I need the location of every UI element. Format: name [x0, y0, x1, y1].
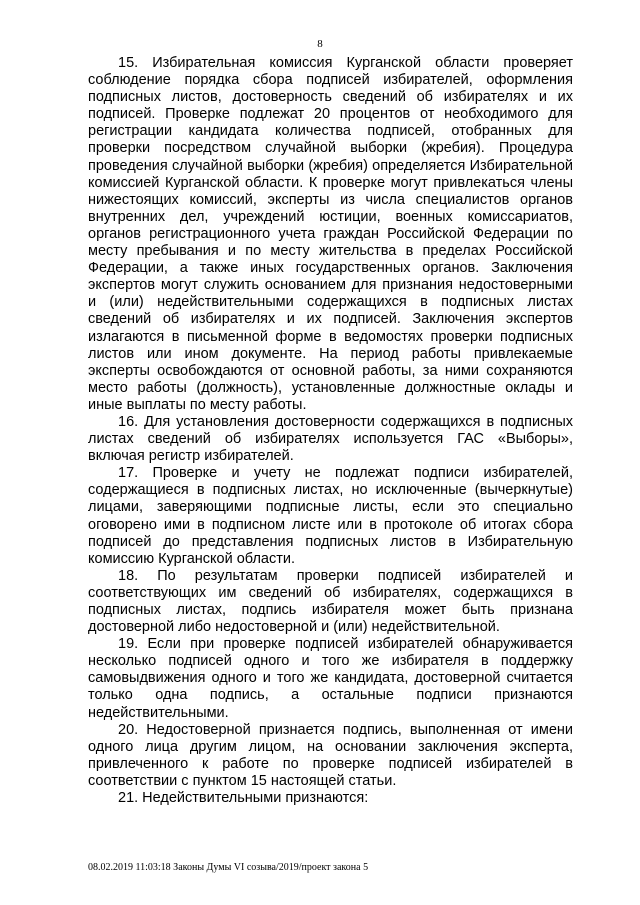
paragraph-19: 19. Если при проверке подписей избирателей обнаруживается несколько подписей одного и того же избирателя в поддержку самовыдвижения одного и того же кандидата, достоверной считается только одна подпись, а остальные подписи признаются недействительными.	[88, 636, 573, 721]
paragraph-17: 17. Проверке и учету не подлежат подписи избирателей, содержащиеся в подписных листах, но исключенные (вычеркнутые) лицами, заверяющими подписные листы, если это специально оговорено ими в подписном листе или в протоколе об итогах сбора подписей до представления подписных листов в Избирательную комиссию Курганской области.	[88, 465, 573, 567]
paragraph-16: 16. Для установления достоверности содержащихся в подписных листах сведений об избирателях используется ГАС «Выборы», включая регистр избирателей.	[88, 413, 573, 465]
paragraph-21: 21. Недействительными признаются:	[118, 790, 369, 807]
body-text	[88, 55, 573, 807]
footer-file-path: 08.02.2019 11:03:18 Законы Думы VI созыва/2019/проект закона 5	[88, 862, 369, 873]
page-number: 8	[317, 38, 323, 50]
paragraph-15: 15. Избирательная комиссия Курганской области проверяет соблюдение порядка сбора подписей избирателей, оформления подписных листов, достоверность сведений об избирателях и их подписей. Проверке подлежат 20 процентов от необходимого для регистрации кандидата количества подписей, отобранных для проверки посредством случайной выборки (жребия). Процедура проведения случайной выборки (жребия) определяется Избирательной комиссией Курганской области. К проверке могут привлекаться члены нижестоящих комиссий, эксперты из числа специалистов органов внутренних дел, учреждений юстиции, военных комиссариатов, органов регистрационного учета граждан Российской Федерации по месту пребывания и по месту жительства в пределах Российской Федерации, а также иных государственных органов. Заключения экспертов могут служить основанием для признания недостоверными и (или) недействительными содержащихся в подписных листах сведений об избирателях и их подписей. Заключения экспертов излагаются в письменной форме в ведомостях проверки подписных листов или ином документе. На период работы привлекаемые эксперты освобождаются от основной работы, за ними сохраняются место работы (должность), установленные должностные оклады и иные выплаты по месту работы.	[88, 55, 573, 413]
paragraph-18: 18. По результатам проверки подписей избирателей и соответствующих им сведений об избирателях, содержащихся в подписных листах, подпись избирателя может быть признана достоверной либо недостоверной и (или) недействительной.	[88, 567, 573, 636]
paragraph-20: 20. Недостоверной признается подпись, выполненная от имени одного лица другим лицом, на основании заключения эксперта, привлеченного к работе по проверке подписей избирателей в соответствии с пунктом 15 настоящей статьи.	[88, 721, 573, 789]
